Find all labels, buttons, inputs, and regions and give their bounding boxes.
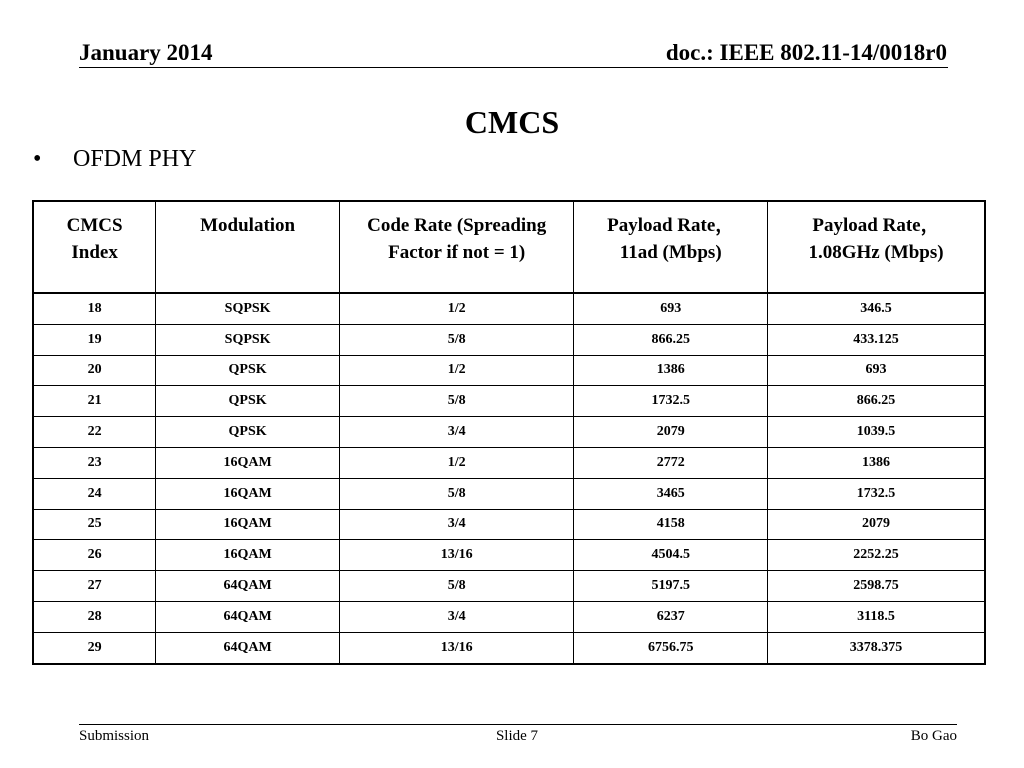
header-payload-11ad: Payload Rate， 11ad (Mbps) [574, 201, 768, 293]
cell-payload-11ad: 1732.5 [574, 386, 768, 417]
cell-payload-11ad: 866.25 [574, 324, 768, 355]
cell-modulation: 64QAM [156, 571, 340, 602]
cell-index: 18 [33, 293, 156, 324]
cell-code-rate: 1/2 [339, 293, 573, 324]
header-cmcs-index: CMCS Index [33, 201, 156, 293]
cell-modulation: 16QAM [156, 478, 340, 509]
cell-code-rate: 5/8 [339, 571, 573, 602]
table-row [33, 601, 985, 632]
cell-payload-11ad: 4158 [574, 509, 768, 540]
table-row [33, 478, 985, 509]
table-row [33, 447, 985, 478]
cell-code-rate: 13/16 [339, 540, 573, 571]
cell-payload-11ad: 6756.75 [574, 632, 768, 663]
table-row [33, 293, 985, 324]
cell-payload-108ghz: 693 [767, 355, 985, 386]
cell-modulation: 16QAM [156, 509, 340, 540]
cell-modulation: 64QAM [156, 601, 340, 632]
cell-index: 26 [33, 540, 156, 571]
cell-payload-11ad: 4504.5 [574, 540, 768, 571]
header-date: January 2014 [79, 40, 213, 65]
cell-modulation: SQPSK [156, 324, 340, 355]
cell-index: 23 [33, 447, 156, 478]
cell-index: 29 [33, 632, 156, 663]
table-row [33, 324, 985, 355]
table-row [33, 417, 985, 448]
cell-code-rate: 3/4 [339, 509, 573, 540]
cell-index: 27 [33, 571, 156, 602]
table-row [33, 632, 985, 663]
cell-modulation: 16QAM [156, 540, 340, 571]
header-doc-id: doc.: IEEE 802.11-14/0018r0 [665, 40, 947, 65]
cell-modulation: QPSK [156, 386, 340, 417]
cell-payload-108ghz: 2598.75 [767, 571, 985, 602]
table-row [33, 509, 985, 540]
table-row [33, 355, 985, 386]
cell-index: 19 [33, 324, 156, 355]
cmcs-table [32, 200, 986, 665]
table-row [33, 571, 985, 602]
table-row [33, 540, 985, 571]
cell-payload-11ad: 693 [574, 293, 768, 324]
cell-modulation: 64QAM [156, 632, 340, 663]
cell-modulation: SQPSK [156, 293, 340, 324]
cell-index: 22 [33, 417, 156, 448]
cell-code-rate: 5/8 [339, 478, 573, 509]
table-row [33, 386, 985, 417]
cell-code-rate: 5/8 [339, 324, 573, 355]
cell-payload-11ad: 1386 [574, 355, 768, 386]
cell-modulation: QPSK [156, 417, 340, 448]
bullet-item [33, 146, 196, 173]
footer-divider [79, 724, 957, 725]
cell-payload-11ad: 5197.5 [574, 571, 768, 602]
cell-payload-11ad: 2079 [574, 417, 768, 448]
cell-payload-11ad: 6237 [574, 601, 768, 632]
slide-title: CMCS [464, 104, 560, 140]
cell-payload-11ad: 2772 [574, 447, 768, 478]
header-code-rate: Code Rate (Spreading Factor if not = 1) [339, 201, 573, 293]
bullet-text: OFDM PHY [73, 146, 197, 172]
cell-payload-108ghz: 1386 [767, 447, 985, 478]
cell-code-rate: 3/4 [339, 601, 573, 632]
cell-index: 25 [33, 509, 156, 540]
cell-code-rate: 1/2 [339, 355, 573, 386]
cell-index: 21 [33, 386, 156, 417]
cell-code-rate: 5/8 [339, 386, 573, 417]
bullet-icon: • [33, 146, 42, 172]
cell-modulation: QPSK [156, 355, 340, 386]
cell-payload-108ghz: 1039.5 [767, 417, 985, 448]
footer-author: Bo Gao [910, 728, 957, 744]
cell-payload-108ghz: 866.25 [767, 386, 985, 417]
header-divider [79, 67, 948, 68]
cell-index: 20 [33, 355, 156, 386]
cell-payload-108ghz: 2252.25 [767, 540, 985, 571]
footer-slide-number: Slide 7 [495, 728, 539, 744]
header-modulation: Modulation [156, 201, 340, 293]
cell-payload-108ghz: 3378.375 [767, 632, 985, 663]
table-header-row [33, 201, 985, 293]
cell-payload-11ad: 3465 [574, 478, 768, 509]
cell-modulation: 16QAM [156, 447, 340, 478]
cell-payload-108ghz: 346.5 [767, 293, 985, 324]
cell-payload-108ghz: 433.125 [767, 324, 985, 355]
cell-index: 28 [33, 601, 156, 632]
cell-code-rate: 3/4 [339, 417, 573, 448]
header-payload-108ghz: Payload Rate， 1.08GHz (Mbps) [767, 201, 985, 293]
cell-payload-108ghz: 2079 [767, 509, 985, 540]
cell-code-rate: 1/2 [339, 447, 573, 478]
cell-payload-108ghz: 1732.5 [767, 478, 985, 509]
cell-payload-108ghz: 3118.5 [767, 601, 985, 632]
footer-submission: Submission [79, 728, 150, 744]
cell-index: 24 [33, 478, 156, 509]
cell-code-rate: 13/16 [339, 632, 573, 663]
